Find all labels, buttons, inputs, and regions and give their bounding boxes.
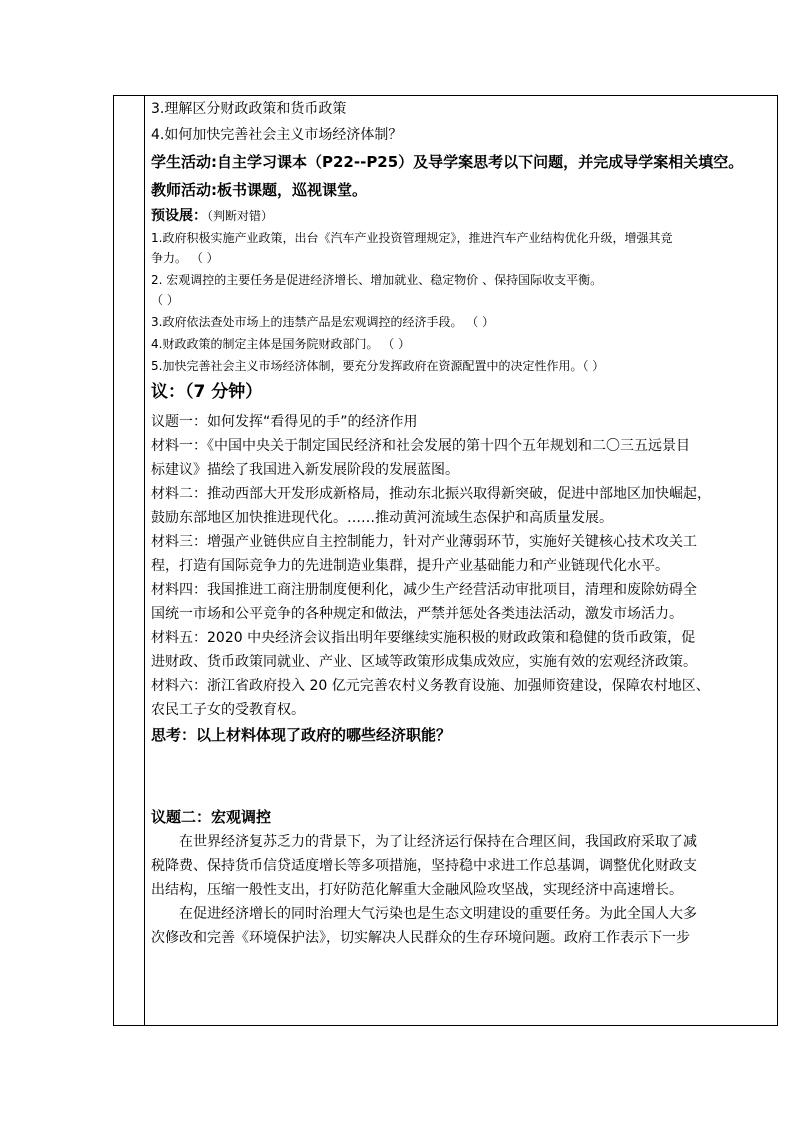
material-3-line-2: 程，打造有国际竞争力的先进制造业集群，提升产业基础能力和产业链现代化水平。 (151, 558, 669, 574)
think-question: 思考：以上材料体现了政府的哪些经济职能？ (151, 726, 452, 744)
preset-title: 预设展： (151, 208, 207, 224)
question-4: 4.财政政策的制定主体是国务院财政部门。 （ ） (151, 337, 411, 351)
objective-4: 4.如何加快完善社会主义市场经济体制？ (151, 127, 403, 143)
topic-1-title: 议题一：如何发挥“看得见的手”的经济作用 (151, 414, 418, 430)
material-2-line-2: 鼓励东部地区加快推进现代化。……推动黄河流域生态保护和高质量发展。 (151, 510, 613, 526)
objective-3: 3.理解区分财政政策和货币政策 (151, 101, 347, 117)
answer-space (151, 748, 773, 804)
topic-2-para-2-line-2: 次修改和完善《环境保护法》，切实解决人民群众的生存环境问题。政府工作表示下一步 (151, 930, 690, 946)
table-left-column (114, 96, 145, 1025)
material-6-line-1: 材料六：浙江省政府投入 20 亿元完善农村义务教育设施、加强师资建设，保障农村地区、 (151, 678, 710, 694)
material-4-line-1: 材料四：我国推进工商注册制度便利化，减少生产经营活动审批项目，清理和废除妨碍全 (151, 582, 697, 598)
student-activity: 学生活动:自主学习课本（P22--P25）及导学案思考以下问题，并完成导学案相关填空。 (151, 153, 744, 171)
question-2-line-2: （ ） (151, 293, 179, 307)
material-1-line-2: 标建议》描绘了我国进入新发展阶段的发展蓝图。 (151, 462, 459, 478)
topic-2-para-1-line-2: 税降费、保持货币信贷适度增长等多项措施，坚持稳中求进工作总基调，调整优化财政支 (151, 858, 697, 874)
question-2-line-1: 2. 宏观调控的主要任务是促进经济增长、增加就业、稳定物价 、保持国际收支平衡。 (151, 273, 603, 287)
material-6-line-2: 农民工子女的受教育权。 (151, 702, 305, 718)
discussion-heading: 议：（7 分钟） (151, 382, 263, 402)
topic-2-para-1-line-3: 出结构，压缩一般性支出，打好防范化解重大金融风险攻坚战，实现经济中高速增长。 (151, 882, 683, 898)
topic-2-title: 议题二：宏观调控 (151, 808, 272, 826)
topic-2-para-1-line-1: 在世界经济复苏乏力的背景下，为了让经济运行保持在合理区间，我国政府采取了减 (179, 834, 697, 850)
material-3-line-1: 材料三：增强产业链供应自主控制能力，针对产业薄弱环节，实施好关键核心技术攻关工 (151, 534, 697, 550)
material-1-line-1: 材料一：《中国中央关于制定国民经济和社会发展的第十四个五年规划和二〇三五远景目 (151, 438, 690, 454)
preset-heading (151, 205, 773, 226)
table-content-cell (151, 99, 773, 950)
question-3: 3.政府依法查处市场上的违禁产品是宏观调控的经济手段。 （ ） (151, 315, 495, 329)
question-1-line-2: 争力。 （ ） (151, 251, 219, 265)
question-5: 5.加快完善社会主义市场经济体制，要充分发挥政府在资源配置中的决定性作用。（ ） (151, 359, 605, 373)
topic-2-para-2-line-1: 在促进经济增长的同时治理大气污染也是生态文明建设的重要任务。为此全国人大多 (179, 906, 697, 922)
material-5-line-1: 材料五：2020 中央经济会议指出明年要继续实施积极的财政政策和稳健的货币政策，促 (151, 630, 696, 646)
preset-note: （判断对错） (207, 209, 274, 223)
lesson-table (113, 95, 778, 1026)
material-5-line-2: 进财政、货币政策同就业、产业、区域等政策形成集成效应，实施有效的宏观经济政策。 (151, 654, 697, 670)
question-1-line-1: 1.政府积极实施产业政策，出台《汽车产业投资管理规定》，推进汽车产业结构优化升级，增强其竞 (151, 231, 673, 245)
material-4-line-2: 国统一市场和公平竞争的各种规定和做法，严禁并惩处各类违法活动，激发市场活力。 (151, 606, 683, 622)
teacher-activity: 教师活动:板书课题，巡视课堂。 (151, 181, 368, 199)
material-2-line-1: 材料二：推动西部大开发形成新格局，推动东北振兴取得新突破，促进中部地区加快崛起， (151, 486, 711, 502)
